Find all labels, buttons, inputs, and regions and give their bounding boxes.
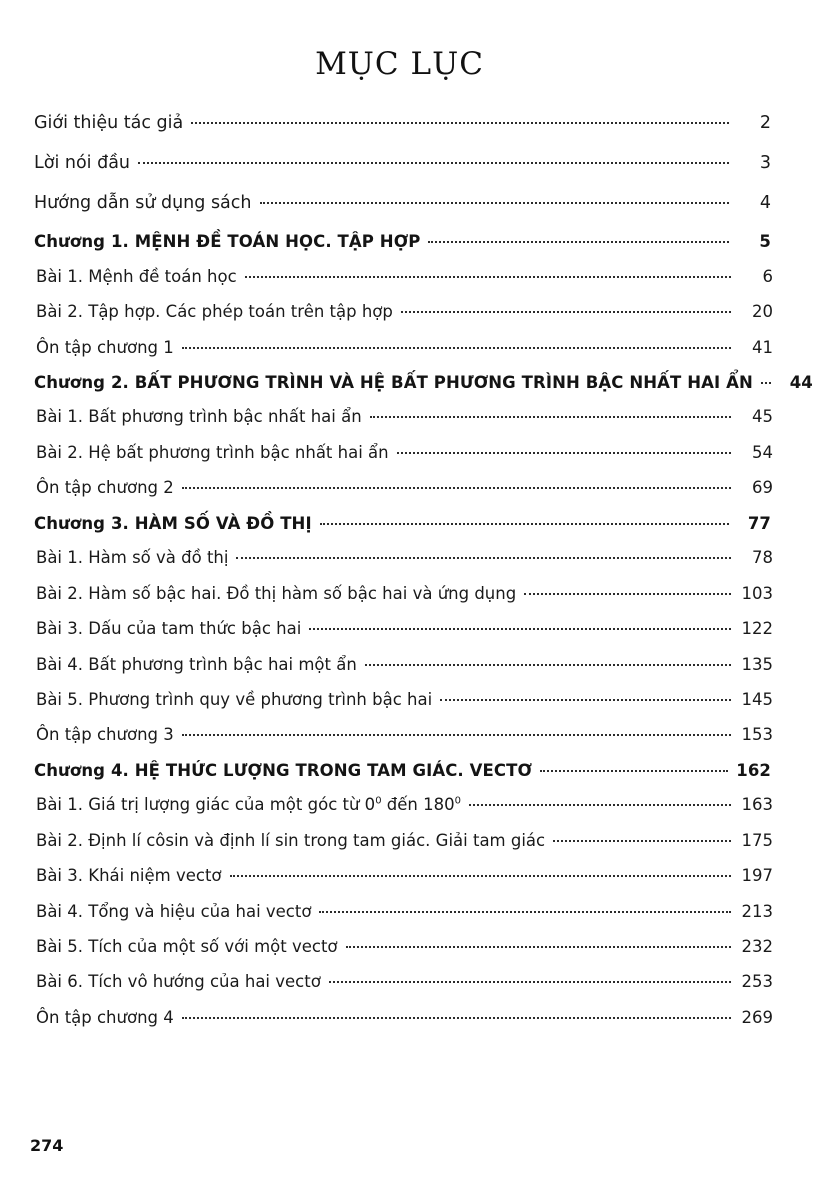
toc-entry-label: Bài 2. Hệ bất phương trình bậc nhất hai ẩn [36, 442, 389, 462]
toc-entry-label: Ôn tập chương 4 [36, 1007, 174, 1027]
toc-entry-page-number: 163 [741, 795, 773, 815]
toc-entry-label: Bài 4. Bất phương trình bậc hai một ẩn [36, 654, 357, 674]
toc-entry-page-number: 253 [741, 972, 773, 992]
toc-entry-page-number: 20 [752, 302, 773, 322]
leader-dots [370, 416, 731, 418]
toc-entry-page-number: 3 [759, 152, 771, 173]
leader-dots [329, 981, 731, 983]
toc-entry-label: Hướng dẫn sử dụng sách [34, 192, 252, 213]
toc-lesson-item[interactable] [34, 477, 773, 498]
toc-lesson-item[interactable] [34, 337, 773, 358]
toc-chapter-item[interactable] [34, 231, 771, 252]
leader-dots [320, 523, 729, 525]
toc-lesson-item[interactable] [34, 654, 773, 675]
toc-lesson-item[interactable] [34, 689, 773, 710]
toc-lesson-item[interactable] [34, 442, 773, 463]
toc-entry-page-number: 103 [741, 583, 773, 603]
leader-dots [236, 557, 731, 559]
toc-front-matter-item[interactable] [34, 192, 771, 215]
leader-dots [182, 347, 731, 349]
leader-dots [540, 770, 728, 772]
toc-entry-label: Bài 3. Khái niệm vectơ [36, 866, 222, 886]
toc-entry-page-number: 45 [752, 407, 773, 427]
leader-dots [553, 840, 731, 842]
toc-entry-page-number: 269 [741, 1007, 773, 1027]
toc-chapter-item[interactable] [34, 513, 771, 534]
toc-entry-page-number: 175 [741, 830, 773, 850]
leader-dots [182, 487, 731, 489]
toc-entry-label: Chương 1. MỆNH ĐỀ TOÁN HỌC. TẬP HỢP [34, 232, 421, 252]
toc-entry-page-number: 54 [752, 442, 773, 462]
toc-entry-page-number: 135 [741, 654, 773, 674]
toc-entry-label: Chương 3. HÀM SỐ VÀ ĐỒ THỊ [34, 513, 312, 533]
toc-entry-label: Lời nói đầu [34, 152, 131, 173]
toc-entry-label: Bài 1. Bất phương trình bậc nhất hai ẩn [36, 407, 362, 427]
toc-entry-label: Ôn tập chương 1 [36, 337, 174, 357]
toc-entry-label: Bài 2. Tập hợp. Các phép toán trên tập hợp [36, 302, 393, 322]
leader-dots [346, 946, 731, 948]
toc-entry-label: Giới thiệu tác giả [34, 113, 184, 133]
leader-dots [428, 241, 729, 243]
leader-dots [319, 911, 731, 913]
toc-entry-page-number: 44 [789, 373, 813, 392]
leader-dots [230, 875, 731, 877]
leader-dots [401, 311, 731, 313]
toc-entry-page-number: 232 [741, 937, 773, 956]
toc-entry-label: Bài 3. Dấu của tam thức bậc hai [36, 619, 302, 639]
leader-dots [182, 734, 731, 736]
toc-entry-page-number: 122 [741, 619, 773, 639]
toc-entry-label: Bài 4. Tổng và hiệu của hai vectơ [36, 901, 312, 921]
toc-entry-label: Bài 6. Tích vô hướng của hai vectơ [36, 972, 321, 992]
toc-lesson-item[interactable] [34, 266, 773, 287]
leader-dots [761, 382, 771, 384]
toc-entry-page-number: 213 [741, 901, 773, 921]
toc-lesson-item[interactable] [34, 406, 773, 427]
toc-entry-label: Bài 5. Phương trình quy về phương trình bậc hai [36, 689, 433, 709]
toc-entry-list [34, 231, 813, 1028]
toc-entry-label: Bài 1. Giá trị lượng giác của một góc từ $0^0$ đến $180^0$ [36, 795, 462, 815]
toc-lesson-item[interactable] [34, 618, 773, 639]
toc-lesson-item[interactable] [34, 936, 773, 957]
toc-front-matter-item[interactable] [34, 112, 771, 135]
table-of-contents [28, 112, 813, 1028]
toc-front-matter-item[interactable] [34, 152, 771, 175]
toc-entry-label: Bài 2. Hàm số bậc hai. Đồ thị hàm số bậc hai và ứng dụng [36, 583, 517, 603]
toc-entry-label: Ôn tập chương 2 [36, 478, 174, 498]
toc-entry-page-number: 197 [741, 866, 773, 886]
toc-lesson-item[interactable] [34, 583, 773, 604]
toc-lesson-item[interactable] [34, 830, 773, 851]
toc-entry-page-number: 78 [752, 548, 773, 568]
toc-entry-label: Bài 2. Định lí côsin và định lí sin trong tam giác. Giải tam giác [36, 830, 546, 850]
toc-entry-page-number: 77 [747, 513, 771, 533]
toc-entry-page-number: 69 [752, 478, 773, 498]
toc-lesson-item[interactable] [34, 901, 773, 922]
page-title: MỤC LỤC [315, 46, 484, 82]
toc-entry-page-number: 4 [759, 192, 771, 213]
toc-lesson-item[interactable] [34, 1007, 773, 1028]
leader-dots [440, 699, 731, 701]
toc-lesson-item[interactable] [34, 794, 773, 815]
toc-entry-label: Chương 2. BẤT PHƯƠNG TRÌNH VÀ HỆ BẤT PHƯƠNG TRÌNH BẬC NHẤT HAI ẨN [34, 373, 753, 392]
toc-entry-page-number: 145 [741, 689, 773, 709]
toc-entry-label: Ôn tập chương 3 [36, 725, 174, 745]
leader-dots [469, 804, 731, 806]
front-matter-list [34, 112, 771, 214]
toc-chapter-item[interactable] [34, 760, 771, 781]
toc-entry-label: Bài 1. Mệnh đề toán học [36, 266, 237, 286]
toc-entry-label: Bài 1. Hàm số và đồ thị [36, 548, 229, 568]
leader-dots [245, 276, 731, 278]
toc-lesson-item[interactable] [34, 724, 773, 745]
toc-entry-page-number: 2 [759, 113, 771, 133]
toc-entry-page-number: 162 [736, 760, 771, 780]
toc-entry-page-number: 5 [759, 232, 771, 252]
toc-entry-label: Bài 5. Tích của một số với một vectơ [36, 937, 338, 956]
leader-dots [397, 452, 731, 454]
toc-chapter-item[interactable] [34, 372, 813, 393]
toc-entry-page-number: 41 [752, 337, 773, 357]
leader-dots [260, 202, 730, 204]
leader-dots [191, 122, 729, 124]
toc-lesson-item[interactable] [34, 301, 773, 322]
toc-lesson-item[interactable] [34, 865, 773, 886]
leader-dots [524, 593, 731, 595]
toc-entry-page-number: 6 [762, 266, 773, 286]
toc-entry-label: Chương 4. HỆ THỨC LƯỢNG TRONG TAM GIÁC. VECTƠ [34, 760, 532, 780]
leader-dots [309, 628, 731, 630]
toc-entry-page-number: 153 [741, 725, 773, 745]
footer-page-number: 274 [30, 1136, 64, 1155]
leader-dots [138, 162, 729, 164]
leader-dots [365, 664, 731, 666]
toc-lesson-item[interactable] [34, 547, 773, 568]
leader-dots [182, 1017, 731, 1019]
toc-lesson-item[interactable] [34, 971, 773, 992]
